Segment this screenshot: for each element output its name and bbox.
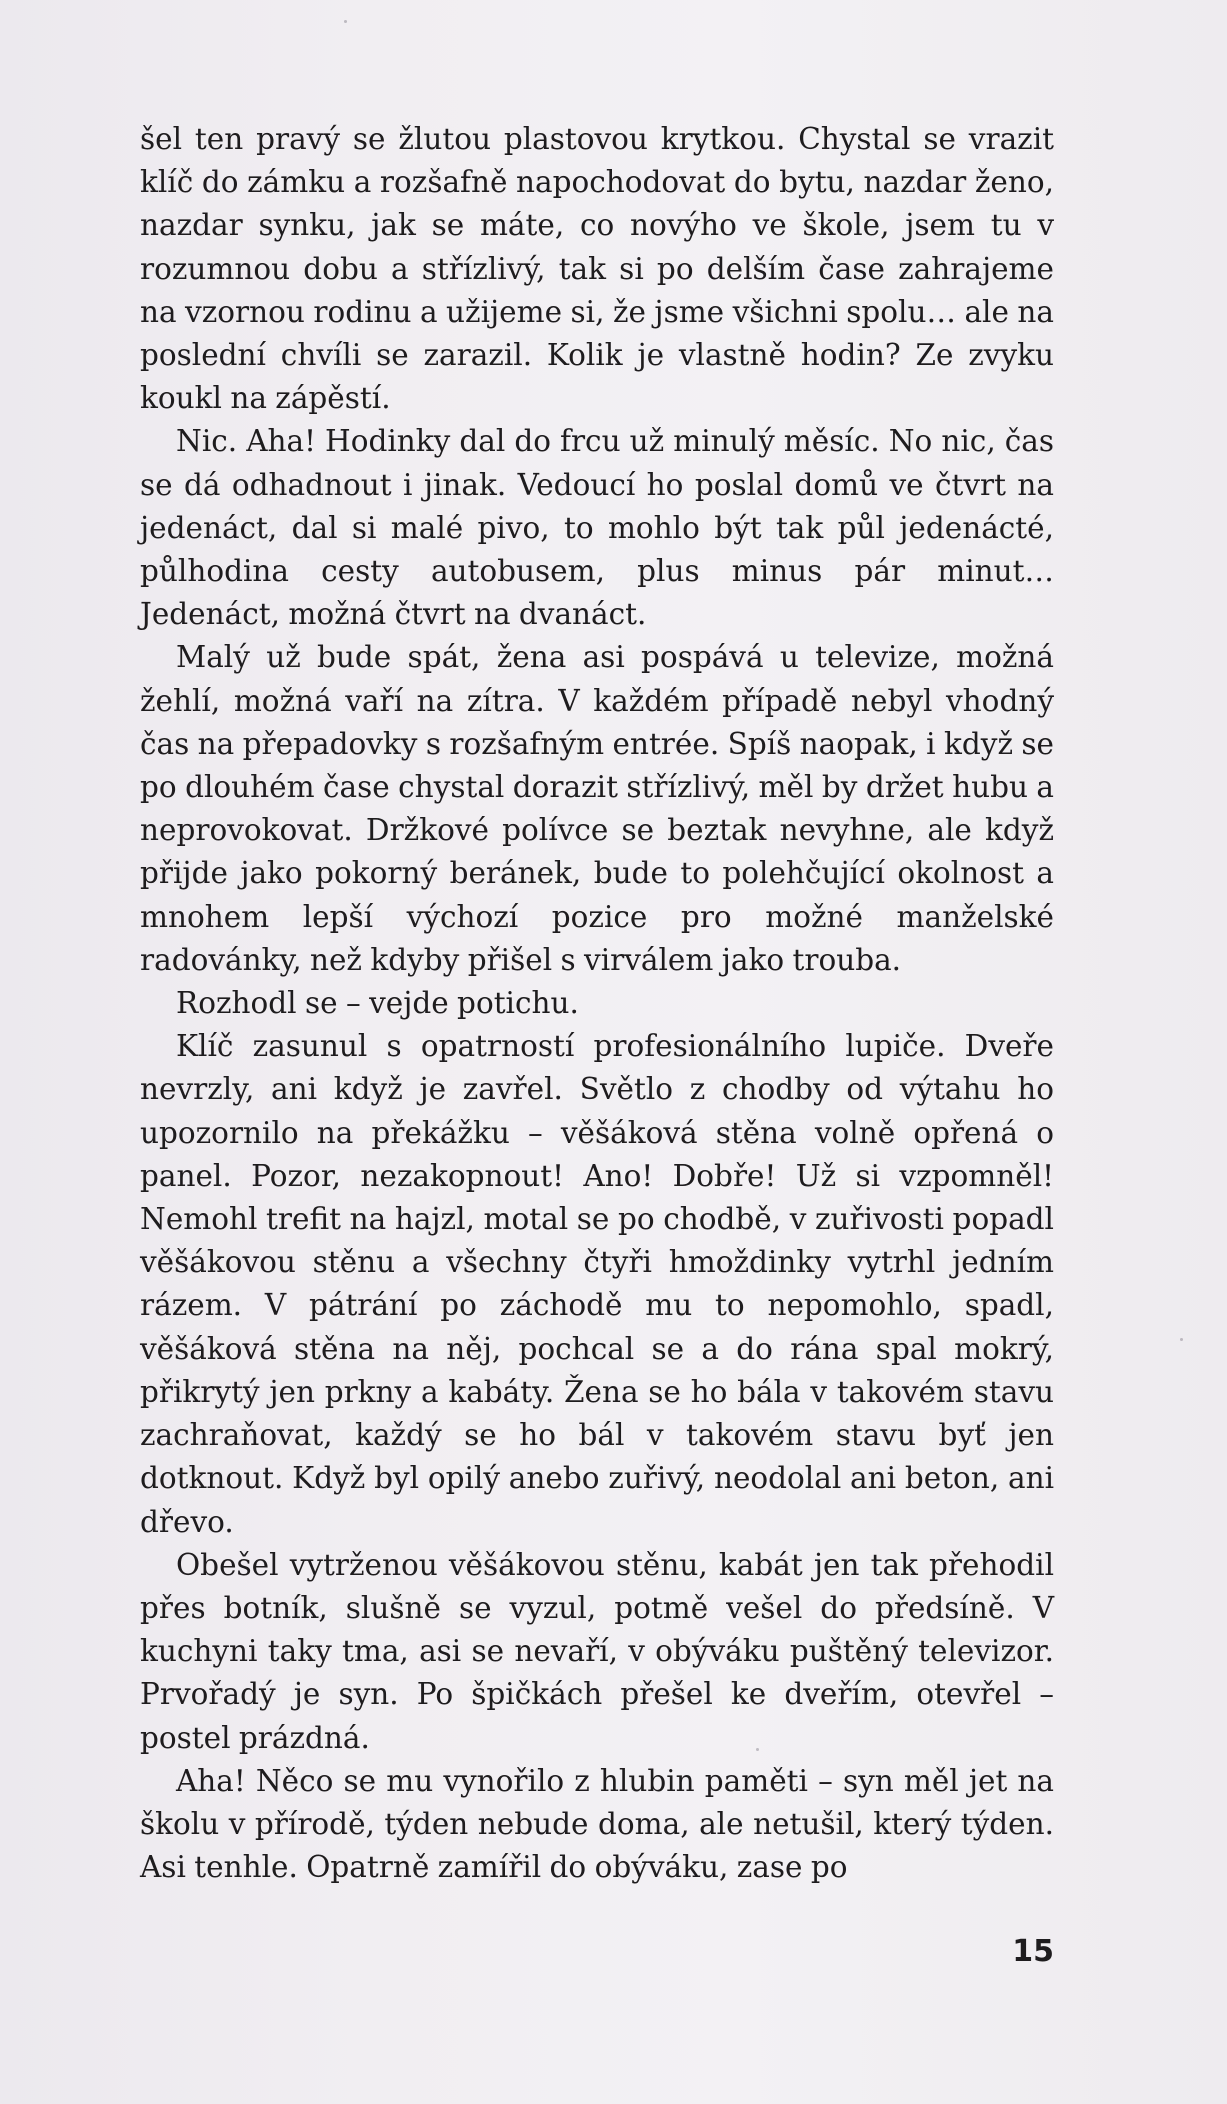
- paper-speck: [344, 20, 347, 23]
- paragraph-1: šel ten pravý se žlutou plastovou krytkou. Chystal se vrazit klíč do zámku a rozšafně napochodovat do bytu, nazdar ženo, nazdar synku, jak se máte, co novýho ve škole, jsem tu v rozumnou dobu a střízlivý, tak si po delším čase zahrajeme na vzornou rodinu a užijeme si, že jsme všichni spolu… ale na poslední chvíli se zarazil. Kolik je vlastně hodin? Ze zvyku koukl na zápěstí.: [140, 122, 1054, 416]
- page-number: 15: [1012, 1934, 1054, 1969]
- paper-speck: [1180, 1338, 1183, 1341]
- paragraph-3: Malý už bude spát, žena asi pospává u televize, možná žehlí, možná vaří na zítra. V každém případě nebyl vhodný čas na přepadovky s rozšafným entrée. Spíš naopak, i když se po dlouhém čase chystal dorazit střízlivý, měl by držet hubu a neprovokovat. Držkové polívce se beztak nevyhne, ale když přijde jako pokorný beránek, bude to polehčující okolnost a mnohem lepší výchozí pozice pro možné manželské radovánky, než kdyby přišel s virválem jako trouba.: [140, 640, 1054, 977]
- paragraph-2: Nic. Aha! Hodinky dal do frcu už minulý měsíc. No nic, čas se dá odhadnout i jinak. Vedoucí ho poslal domů ve čtvrt na jedenáct, dal si malé pivo, to mohlo být tak půl jedenácté, půlhodina cesty autobusem, plus minus pár minut… Jedenáct, možná čtvrt na dvanáct.: [140, 424, 1054, 632]
- paragraph-6: Obešel vytrženou věšákovou stěnu, kabát jen tak přehodil přes botník, slušně se vyzul, potmě vešel do předsíně. V kuchyni taky tma, asi se nevaří, v obýváku puštěný televizor. Prvořadý je syn. Po špičkách přešel ke dveřím, otevřel – postel prázdná.: [140, 1547, 1054, 1755]
- paragraph-7: Aha! Něco se mu vynořilo z hlubin paměti – syn měl jet na školu v přírodě, týden nebude doma, ale netušil, který týden. Asi tenhle. Opatrně zamířil do obýváku, zase po: [140, 1763, 1054, 1885]
- body-text: [140, 118, 1054, 1889]
- paragraph-5: Klíč zasunul s opatrností profesionálního lupiče. Dveře nevrzly, ani když je zavřel. Světlo z chodby od výtahu ho upozornilo na překážku – věšáková stěna volně opřená o panel. Pozor, nezakopnout! Ano! Dobře! Už si vzpomněl! Nemohl trefit na hajzl, motal se po chodbě, v zuřivosti popadl věšákovou stěnu a všechny čtyři hmoždinky vytrhl jedním rázem. V pátrání po záchodě mu to nepomohlo, spadl, věšáková stěna na něj, pochcal se a do rána spal mokrý, přikrytý jen prkny a kabáty. Žena se ho bála v takovém stavu zachraňovat, každý se ho bál v takovém stavu byť jen dotknout. Když byl opilý anebo zuřivý, neodolal ani beton, ani dřevo.: [140, 1029, 1054, 1539]
- paragraph-4: Rozhodl se – vejde potichu.: [176, 986, 579, 1021]
- paper-speck: [756, 1748, 759, 1751]
